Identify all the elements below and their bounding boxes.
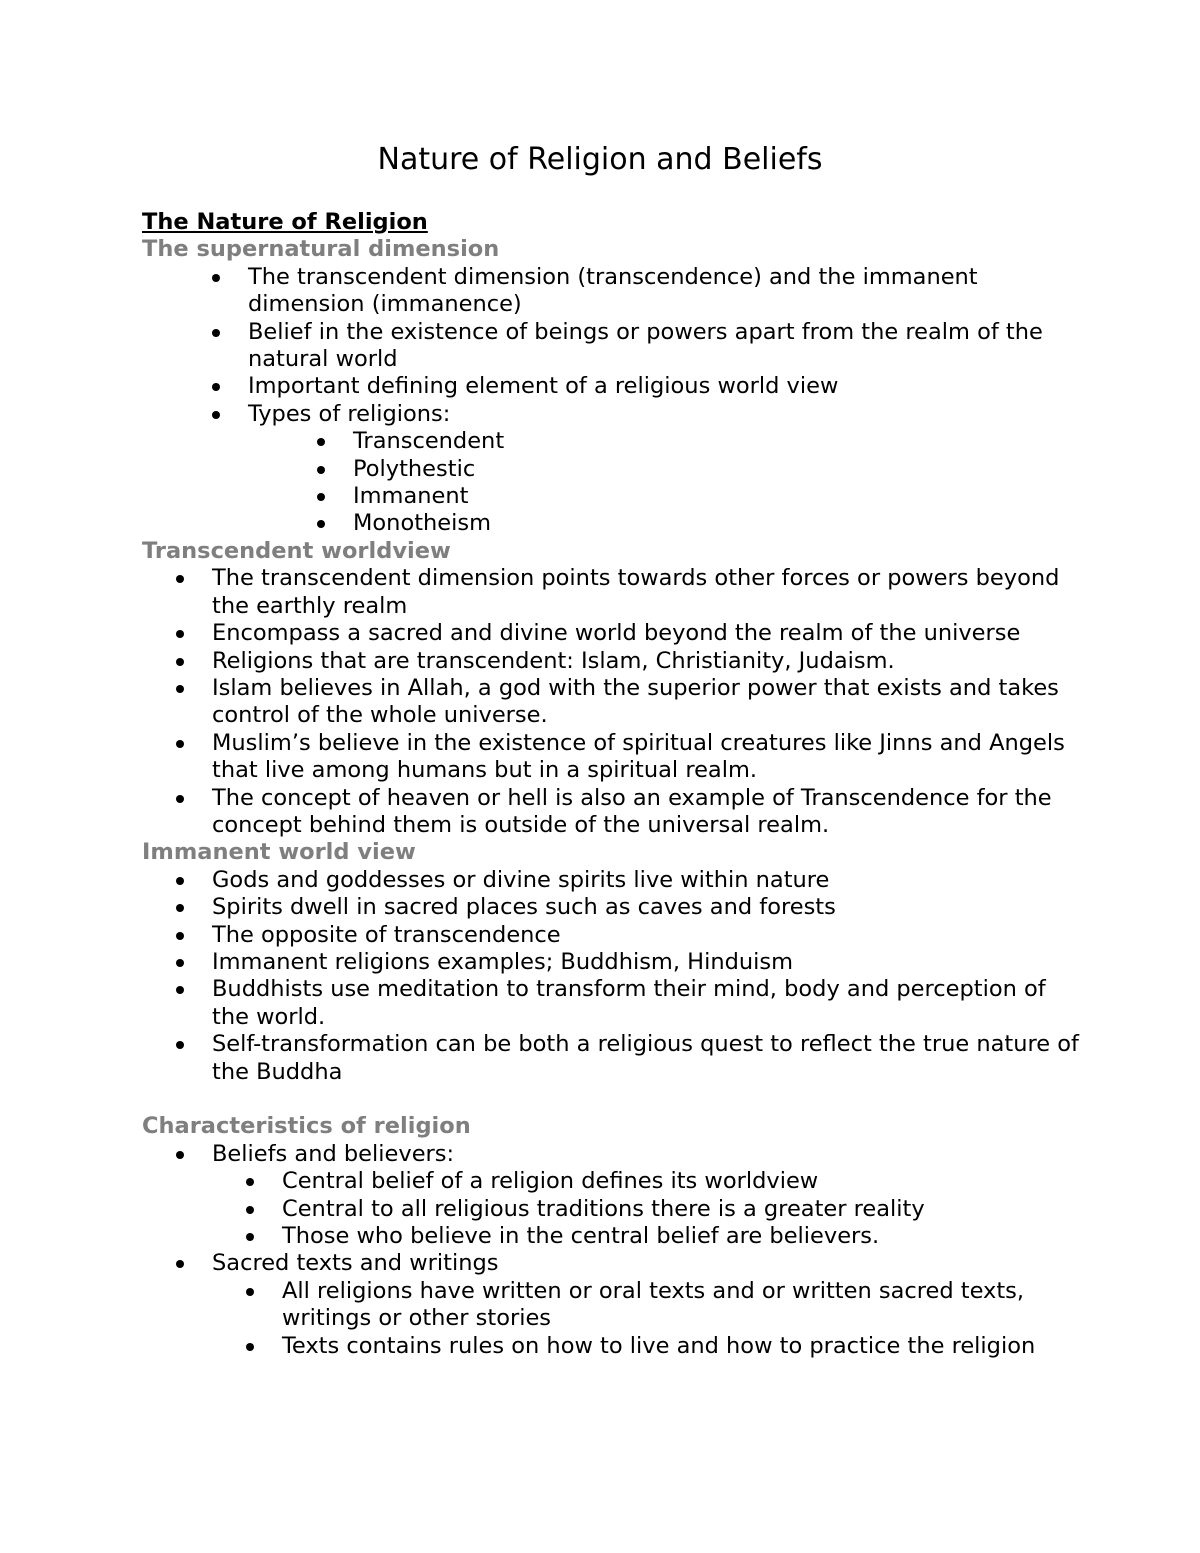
- beliefs-sublist: [212, 1168, 1082, 1250]
- section-heading-immanent: Immanent world view: [142, 839, 416, 866]
- list-item: Transcendent: [142, 428, 1082, 455]
- list-item: Types of religions:: [142, 401, 1082, 428]
- transcendent-list: [142, 565, 1082, 839]
- list-item: Encompass a sacred and divine world beyond the realm of the universe: [142, 620, 1082, 647]
- list-item: [142, 1141, 1082, 1251]
- list-item: The transcendent dimension points towards other forces or powers beyond the earthly realm: [142, 565, 1082, 620]
- list-item-label: Beliefs and believers:: [212, 1140, 455, 1167]
- section-heading-transcendent: Transcendent worldview: [142, 537, 451, 564]
- list-item: Muslim’s believe in the existence of spiritual creatures like Jinns and Angels that live among humans but in a spiritual realm.: [142, 730, 1082, 785]
- list-item: Those who believe in the central belief are believers.: [212, 1223, 1082, 1250]
- list-item: Central to all religious traditions there is a greater reality: [212, 1196, 1082, 1223]
- religion-types-list: [142, 428, 1082, 538]
- list-item: [142, 1250, 1082, 1360]
- list-item: The concept of heaven or hell is also an example of Transcendence for the concept behind them is outside of the universal realm.: [142, 785, 1082, 840]
- supernatural-list: [142, 264, 1082, 428]
- list-item: All religions have written or oral texts and or written sacred texts, writings or other stories: [212, 1278, 1082, 1333]
- characteristics-list: [142, 1141, 1082, 1360]
- list-item: Self-transformation can be both a religious quest to reflect the true nature of the Buddha: [142, 1031, 1082, 1086]
- list-item: Spirits dwell in sacred places such as caves and forests: [142, 894, 1082, 921]
- texts-sublist: [212, 1278, 1082, 1360]
- list-item: Immanent religions examples; Buddhism, Hinduism: [142, 949, 1082, 976]
- list-item: Monotheism: [142, 510, 1082, 537]
- list-item: Gods and goddesses or divine spirits live within nature: [142, 867, 1082, 894]
- list-item: The opposite of transcendence: [142, 922, 1082, 949]
- list-item-label: Sacred texts and writings: [212, 1250, 499, 1277]
- list-item: Important defining element of a religious world view: [142, 373, 1082, 400]
- list-item: Central belief of a religion defines its worldview: [212, 1168, 1082, 1195]
- list-item: Buddhists use meditation to transform their mind, body and perception of the world.: [142, 976, 1082, 1031]
- list-item: Islam believes in Allah, a god with the superior power that exists and takes control of the whole universe.: [142, 675, 1082, 730]
- document-body: [142, 209, 1082, 1360]
- list-item: Polythestic: [142, 456, 1082, 483]
- list-item: Belief in the existence of beings or powers apart from the realm of the natural world: [142, 319, 1082, 374]
- section-heading-characteristics: Characteristics of religion: [142, 1113, 471, 1140]
- spacer: [142, 1086, 1082, 1113]
- section-heading-supernatural: The supernatural dimension: [142, 236, 500, 263]
- list-item: Texts contains rules on how to live and how to practice the religion: [212, 1333, 1082, 1360]
- list-item: The transcendent dimension (transcendence) and the immanent dimension (immanence): [142, 264, 1082, 319]
- main-heading: The Nature of Religion: [142, 209, 428, 235]
- list-item: Immanent: [142, 483, 1082, 510]
- immanent-list: [142, 867, 1082, 1086]
- document-title: Nature of Religion and Beliefs: [377, 142, 823, 177]
- list-item: Religions that are transcendent: Islam, Christianity, Judaism.: [142, 648, 1082, 675]
